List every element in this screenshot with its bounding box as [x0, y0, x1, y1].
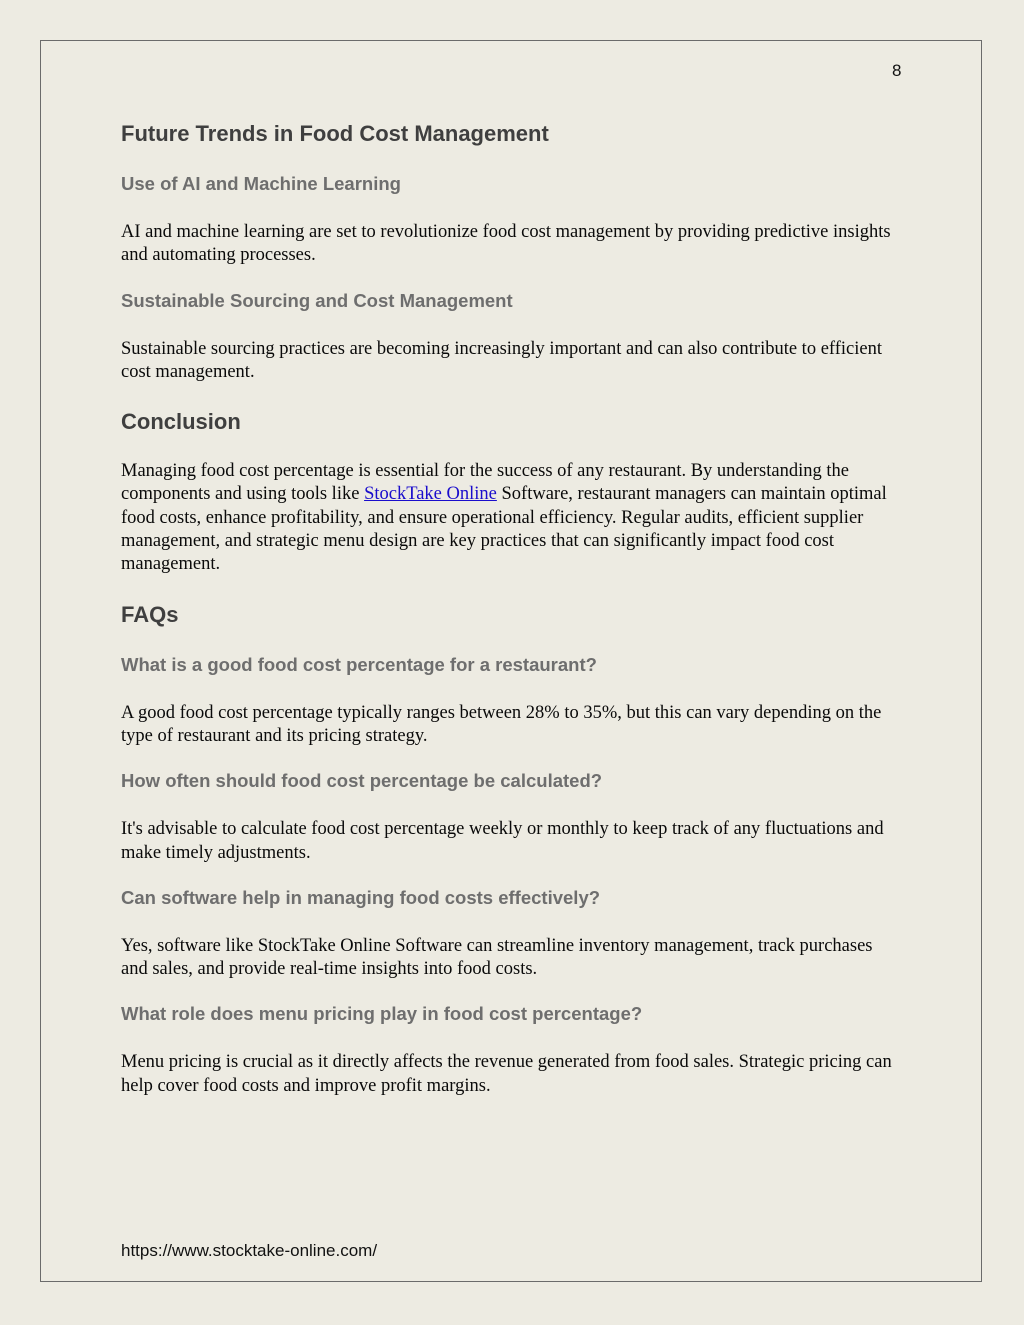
faq-question: Can software help in managing food costs effectively?: [121, 886, 601, 908]
faq-answer: Yes, software like StockTake Online Software can streamline inventory management, track purchases and sales, and provide real-time insights into food costs.: [121, 935, 873, 980]
footer-website-url: https://www.stocktake-online.com/: [121, 1241, 378, 1260]
future-trends-heading: Future Trends in Food Cost Management: [121, 121, 549, 146]
faq-answer: A good food cost percentage typically ranges between 28% to 35%, but this can vary depending on the type of restaurant and its pricing strategy.: [121, 702, 882, 746]
page-content: [121, 120, 901, 1098]
faq-question: What is a good food cost percentage for a restaurant?: [121, 653, 597, 675]
ai-ml-subheading: Use of AI and Machine Learning: [121, 173, 401, 194]
faqs-heading: FAQs: [121, 601, 179, 627]
page-number: 8: [892, 61, 902, 80]
conclusion-paragraph: [121, 460, 901, 576]
faq-question: What role does menu pricing play in food cost percentage?: [121, 1003, 643, 1025]
faq-answer: Menu pricing is crucial as it directly affects the revenue generated from food sales. Strategic pricing can help cover food costs and improve profit margins.: [121, 1052, 892, 1096]
conclusion-heading: Conclusion: [121, 409, 241, 435]
faq-question: How often should food cost percentage be calculated?: [121, 770, 603, 792]
stocktake-online-link[interactable]: StockTake Online: [364, 484, 497, 505]
sustainable-sourcing-subheading: Sustainable Sourcing and Cost Management: [121, 289, 513, 311]
sustainable-sourcing-paragraph: Sustainable sourcing practices are becoming increasingly important and can also contribute to efficient cost management.: [121, 338, 882, 382]
faq-answer: It's advisable to calculate food cost percentage weekly or monthly to keep track of any fluctuations and make timely adjustments.: [121, 819, 884, 863]
ai-ml-paragraph: AI and machine learning are set to revolutionize food cost management by providing predictive insights and automating processes.: [121, 222, 891, 266]
conclusion-text-before-link: Managing food cost percentage is essential for the success of any restaurant. By understanding the components and using tools like: [121, 461, 849, 505]
conclusion-text-after-link: Software, restaurant managers can maintain optimal food costs, enhance profitability, and ensure operational efficiency. Regular audits, efficient supplier management, and strategic menu design are key practices that can significantly impact food cost management.: [121, 484, 887, 575]
